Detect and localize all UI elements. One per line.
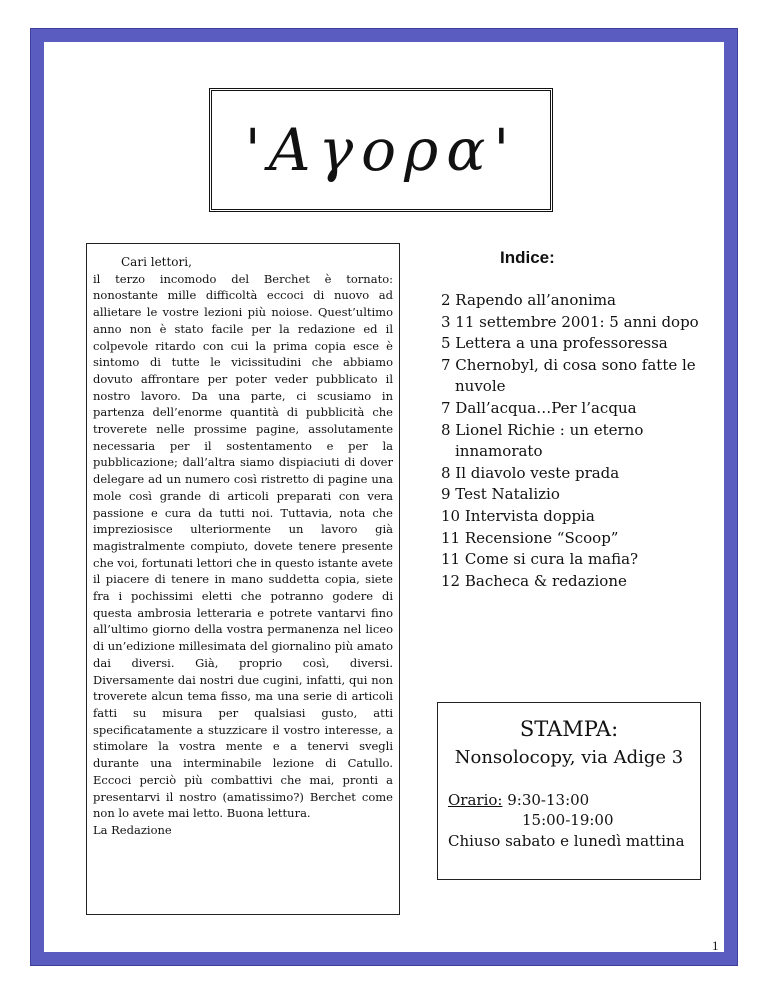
index-item: 11 Come si cura la mafia? <box>441 550 639 569</box>
index-item: 9 Test Natalizio <box>441 485 560 504</box>
index-item: 3 11 settembre 2001: 5 anni dopo <box>441 312 699 331</box>
print-info-title: STAMPA: <box>519 717 619 741</box>
index-item: 8 Il diavolo veste prada <box>441 463 620 482</box>
index-item: 11 Recensione “Scoop” <box>441 528 619 547</box>
hours-morning: 9:30-13:00 <box>507 791 590 809</box>
hours-label: Orario: <box>448 791 503 809</box>
masthead-title-box <box>209 88 553 212</box>
masthead-title: 'Αγορα' <box>244 116 518 184</box>
letter-body: il terzo incomodo del Berchet è tornato: nonostante mille difficoltà eccoci di nuovo ad allietare le vostre lezioni più noiose. Quest’ultimo anno non è stato facile per la redazione ed il colpevole ritardo con cui la prima copia esce è sintomo di tutte le vicissitudini che abbiamo dovuto affrontare per poter veder pubblicato il nostro lavoro. Da una parte, ci scusiamo in partenza dell’enorme quantità di pubblicità che troverete nelle prossime pagine, assolutamente necessaria per il sostentamento e per la pubblicazione; dall’altra siamo dispiaciuti di dover delegare ad un numero così ristretto di pagine una mole così grande di articoli preparati con vera passione e cura da tutti noi. Tuttavia, nota che impreziosisce ulteriormente un lavoro già magistralmente compiuto, dovete tenere presente che voi, fortunati lettori che in questo istante avete il piacere di tenere in mano suddetta copia, siete fra i pochissimi eletti che potranno godere di questa ambrosia letteraria e potrete vantarvi fino all’ultimo giorno della vostra permanenza nel liceo di un’edizione millesimata del giornalino più amato dai diversi. Già, proprio così, diversi. Diversamente dai nostri due cugini, infatti, qui non troverete alcun tema fisso, ma una serie di articoli fatti su misura per qualsiasi gusto, atti specificatamente a stuzzicare il vostro interesse, a stimolare la vostra mente e a tenervi svegli durante una interminabile lezione di Catullo. Eccoci perciò più combattivi che mai, pronti a presentarvi il nostro (amatissimo?) Berchet come non lo avete mai letto. Buona lettura. <box>93 271 393 821</box>
editorial-letter-box <box>86 243 400 915</box>
letter-signature: La Redazione <box>93 822 172 837</box>
print-shop-address: Nonsolocopy, via Adige 3 <box>454 747 684 768</box>
index-list <box>441 290 731 592</box>
index-item: 10 Intervista doppia <box>441 506 595 525</box>
letter-greeting: Cari lettori, <box>121 255 192 269</box>
hours-afternoon: 15:00-19:00 <box>522 811 614 829</box>
index-title: Indice: <box>500 248 555 267</box>
index-item: 5 Lettera a una professoressa <box>441 334 668 353</box>
index-item: 12 Bacheca & redazione <box>441 571 627 590</box>
page-number: 1 <box>712 938 719 953</box>
print-info-box <box>437 702 701 880</box>
closing-days: Chiuso sabato e lunedì mattina <box>448 832 685 850</box>
index-item: 7 Dall’acqua…Per l’acqua <box>441 398 637 417</box>
index-item: 2 Rapendo all’anonima <box>441 291 616 309</box>
index-item: 8 Lionel Richie : un eterno innamorato <box>441 420 644 461</box>
index-item: 7 Chernobyl, di cosa sono fatte le nuvole <box>441 355 696 396</box>
opening-hours <box>438 790 700 830</box>
